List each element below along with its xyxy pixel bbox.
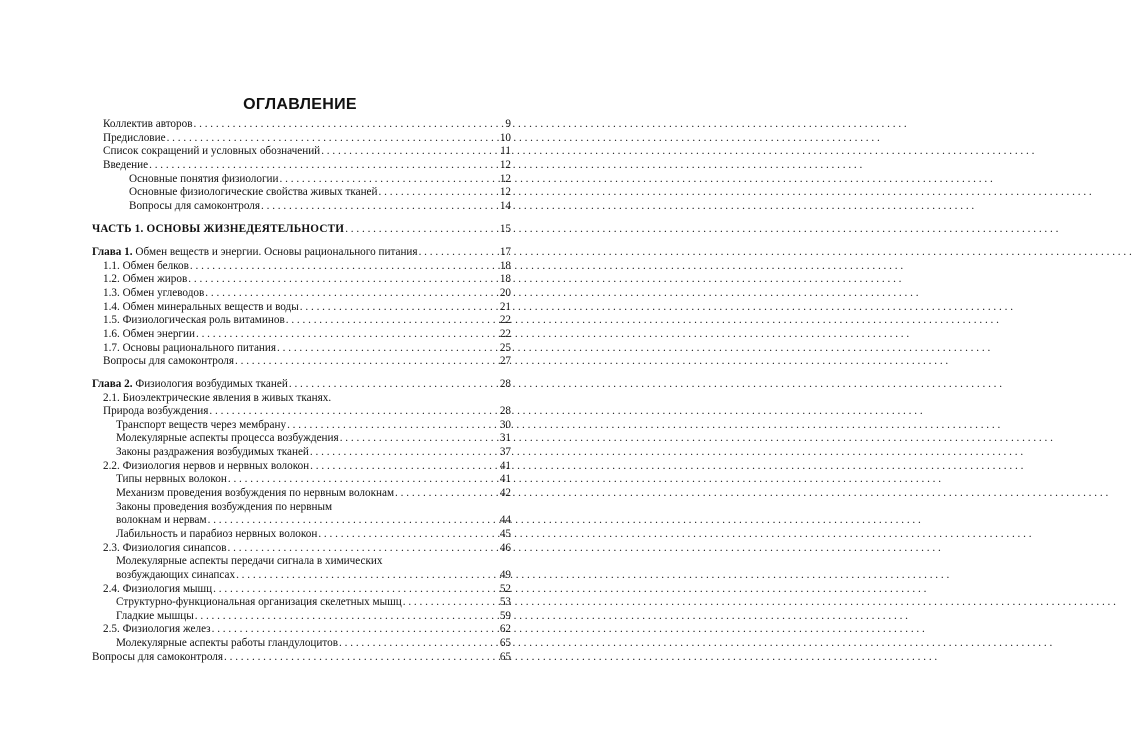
dot-leader: [286, 314, 499, 328]
toc-entry-title: 1.5. Физиологическая роль витаминов: [103, 314, 285, 327]
toc-entry-title: возбуждающих синапсах: [116, 568, 236, 581]
dot-leader: [149, 159, 499, 173]
toc-entry-title: Вопросы для самоконтроля: [92, 650, 223, 663]
dot-leader: [228, 473, 499, 487]
toc-entry-title: 1.1. Обмен белков: [103, 259, 189, 272]
toc-entry-title: Введение: [103, 158, 149, 171]
toc-entry[interactable]: [92, 446, 511, 460]
toc-entry-title: Транспорт веществ через мембрану: [116, 418, 287, 431]
toc-entry-title: Предисловие: [103, 131, 166, 144]
toc-entry-page: 14: [499, 199, 511, 212]
toc-entry-title: 1.6. Обмен энергии: [103, 327, 195, 340]
toc-entry-page: 49: [499, 568, 511, 581]
dot-leader: [224, 651, 499, 665]
dot-leader: [261, 200, 499, 214]
toc-entry-title: 2.4. Физиология мышц: [103, 582, 213, 595]
toc-entry[interactable]: [92, 314, 511, 328]
dot-leader: [188, 273, 499, 287]
toc-entry-title: 1.7. Основы рационального питания: [103, 341, 277, 354]
toc-entry-title: 2.3. Физиология синапсов: [103, 541, 227, 554]
toc-entry-page: 20: [499, 287, 511, 300]
toc-entry[interactable]: [92, 419, 511, 433]
toc-entry-title: Вопросы для самоконтроля: [103, 355, 234, 368]
toc-entry-section-2-1-cont[interactable]: [92, 405, 511, 419]
toc-entry-section-2-4[interactable]: [92, 583, 511, 597]
toc-entry-title: Механизм проведения возбуждения по нервным волокнам: [116, 487, 395, 500]
dot-leader: [196, 328, 499, 342]
chapter-title: Физиология возбудимых тканей: [135, 377, 288, 390]
toc-entry-title: Молекулярные аспекты работы гландулоцитов: [116, 637, 339, 650]
toc-entry-title: Основные физиологические свойства живых тканей: [129, 186, 378, 199]
toc-entry-page: 9: [505, 118, 511, 130]
toc-entry-page: 21: [499, 300, 511, 313]
dot-leader: [321, 145, 499, 159]
toc-entry-title: волокнам и нервам: [116, 514, 207, 527]
toc-entry-title: Типы нервных волокон: [116, 473, 227, 486]
toc-entry-page: 15: [499, 223, 511, 236]
toc-entry-page: 22: [499, 314, 511, 327]
dot-leader: [379, 186, 499, 200]
toc-entry-title: Список сокращений и условных обозначений: [103, 145, 321, 158]
toc-entry-subsection[interactable]: Законы проведения возбуждения по нервным: [116, 500, 333, 513]
toc-entry-page: 52: [499, 582, 511, 595]
section-2-5-subsections: [92, 637, 511, 651]
dot-leader: [212, 623, 499, 637]
toc-entry-page: 42: [499, 487, 511, 500]
dot-leader: [289, 378, 499, 392]
toc-entry-subsection[interactable]: Молекулярные аспекты передачи сигнала в химических: [116, 555, 383, 568]
chapter-1-sections: [92, 260, 511, 369]
dot-leader: [209, 405, 498, 419]
toc-entry-section-2-5[interactable]: [92, 623, 511, 637]
toc-entry-title: 2.2. Физиология нервов и нервных волокон: [103, 459, 310, 472]
toc-entry-title: 2.5. Физиология желез: [103, 623, 211, 636]
section-2-4-subsections: [92, 596, 511, 623]
toc-entry[interactable]: [92, 159, 511, 173]
toc-entry-page: 12: [499, 186, 511, 199]
dot-leader: [277, 342, 499, 356]
toc-entry-page: 41: [499, 459, 511, 472]
toc-entry-page: 28: [499, 405, 511, 418]
toc-entry[interactable]: [92, 173, 511, 187]
dot-leader: [280, 173, 499, 187]
toc-list: [92, 118, 511, 664]
toc-entry-page: 46: [499, 541, 511, 554]
toc-entry-chapter-2[interactable]: [92, 378, 511, 392]
toc-entry-title: Коллектив авторов: [103, 118, 193, 130]
dot-leader: [208, 514, 499, 528]
dot-leader: [340, 432, 499, 446]
toc-entry-page: 18: [499, 273, 511, 286]
section-2-1-subsections: [92, 419, 511, 460]
toc-entry-part-1[interactable]: [92, 223, 511, 237]
toc-entry[interactable]: [92, 610, 511, 624]
toc-entry-title: 1.4. Обмен минеральных веществ и воды: [103, 300, 299, 313]
toc-entry[interactable]: [92, 596, 511, 610]
toc-entry-page: 45: [499, 527, 511, 540]
toc-entry-page: 17: [499, 246, 511, 259]
toc-entry-page: 10: [499, 131, 511, 144]
dot-leader: [310, 460, 499, 474]
toc-entry[interactable]: [92, 260, 511, 274]
toc-entry-page: 30: [499, 418, 511, 431]
toc-entry-title: Лабильность и парабиоз нервных волокон: [116, 527, 318, 540]
section-2-2-subsections: [92, 473, 511, 500]
toc-entry-title: Гладкие мышцы: [116, 609, 194, 622]
dot-leader: [213, 583, 499, 597]
toc-entry[interactable]: [92, 186, 511, 200]
chapter-label: Глава 1.: [92, 246, 133, 259]
front-matter: [92, 118, 511, 213]
toc-entry[interactable]: [92, 637, 511, 651]
toc-entry[interactable]: [92, 132, 511, 146]
toc-entry-page: 12: [499, 158, 511, 171]
toc-entry[interactable]: [92, 432, 511, 446]
toc-entry-page: 22: [499, 327, 511, 340]
toc-entry-page: 37: [499, 446, 511, 459]
dot-leader: [235, 355, 499, 369]
dot-leader: [345, 223, 499, 237]
toc-entry-title: Природа возбуждения: [103, 405, 209, 418]
toc-entry-page: 11: [500, 145, 511, 158]
toc-entry[interactable]: [92, 287, 511, 301]
toc-entry[interactable]: [92, 473, 511, 487]
toc-entry[interactable]: [92, 200, 511, 214]
toc-entry-page: 31: [499, 432, 511, 445]
toc-entry-title: 1.2. Обмен жиров: [103, 273, 188, 286]
toc-entry-page: 12: [499, 172, 511, 185]
toc-entry-page: 65: [499, 650, 511, 663]
dot-leader: [287, 419, 499, 433]
toc-entry-page: 28: [499, 377, 511, 390]
toc-entry-page: 44: [499, 514, 511, 527]
dot-leader: [310, 446, 499, 460]
toc-entry-title: Молекулярные аспекты процесса возбуждения: [116, 432, 339, 445]
toc-entry-title: [92, 378, 288, 392]
toc-entry-title: 1.3. Обмен углеводов: [103, 287, 205, 300]
chapter-label: Глава 2.: [92, 377, 133, 390]
toc-entry[interactable]: [92, 118, 511, 132]
toc-entry-title: Структурно-функциональная организация скелетных мышц: [116, 596, 402, 609]
toc-entry-title: Законы раздражения возбудимых тканей: [116, 446, 309, 459]
toc-entry-page: 53: [499, 596, 511, 609]
toc-entry-page: 65: [499, 637, 511, 650]
dot-leader: [167, 132, 499, 146]
toc-entry-chapter-1[interactable]: [92, 246, 511, 260]
toc-entry[interactable]: [92, 273, 511, 287]
dot-leader: [194, 118, 505, 132]
dot-leader: [419, 246, 499, 260]
toc-entry-title: Вопросы для самоконтроля: [129, 199, 260, 212]
toc-entry[interactable]: [92, 328, 511, 342]
toc-entry-title: [92, 246, 418, 260]
dot-leader: [318, 528, 498, 542]
dot-leader: [236, 569, 499, 583]
toc-entry-subsection[interactable]: [92, 528, 511, 542]
toc-entry-subsection-cont[interactable]: [92, 514, 511, 528]
toc-entry[interactable]: [92, 301, 511, 315]
toc-entry-section-2-3[interactable]: [92, 542, 511, 556]
toc-entry-page: 18: [499, 259, 511, 272]
toc-entry-page: 59: [499, 609, 511, 622]
toc-entry-page: 25: [499, 341, 511, 354]
toc-entry[interactable]: [92, 487, 511, 501]
dot-leader: [403, 596, 499, 610]
chapter-title: Обмен веществ и энергии. Основы рационального питания: [135, 246, 418, 259]
toc-entry[interactable]: [92, 145, 511, 159]
toc-entry-subsection-cont[interactable]: [92, 569, 511, 583]
toc-entry[interactable]: [92, 342, 511, 356]
dot-leader: [339, 637, 499, 651]
page-title: ОГЛАВЛЕНИЕ: [243, 96, 357, 113]
toc-entry-page: 62: [499, 623, 511, 636]
toc-entry-title: ЧАСТЬ 1. ОСНОВЫ ЖИЗНЕДЕЯТЕЛЬНОСТИ: [92, 223, 345, 236]
toc-entry-section-2-2[interactable]: [92, 460, 511, 474]
toc-entry-title: Основные понятия физиологии: [129, 172, 279, 185]
toc-entry-section-2-1[interactable]: 2.1. Биоэлектрические явления в живых тканях.: [103, 391, 332, 404]
dot-leader: [300, 301, 499, 315]
toc-entry-page: 41: [499, 473, 511, 486]
dot-leader: [195, 610, 499, 624]
toc-entry-questions[interactable]: [92, 651, 511, 665]
dot-leader: [205, 287, 499, 301]
dot-leader: [395, 487, 499, 501]
toc-entry[interactable]: [92, 355, 511, 369]
dot-leader: [228, 542, 499, 556]
dot-leader: [190, 260, 499, 274]
toc-entry-page: 27: [499, 355, 511, 368]
